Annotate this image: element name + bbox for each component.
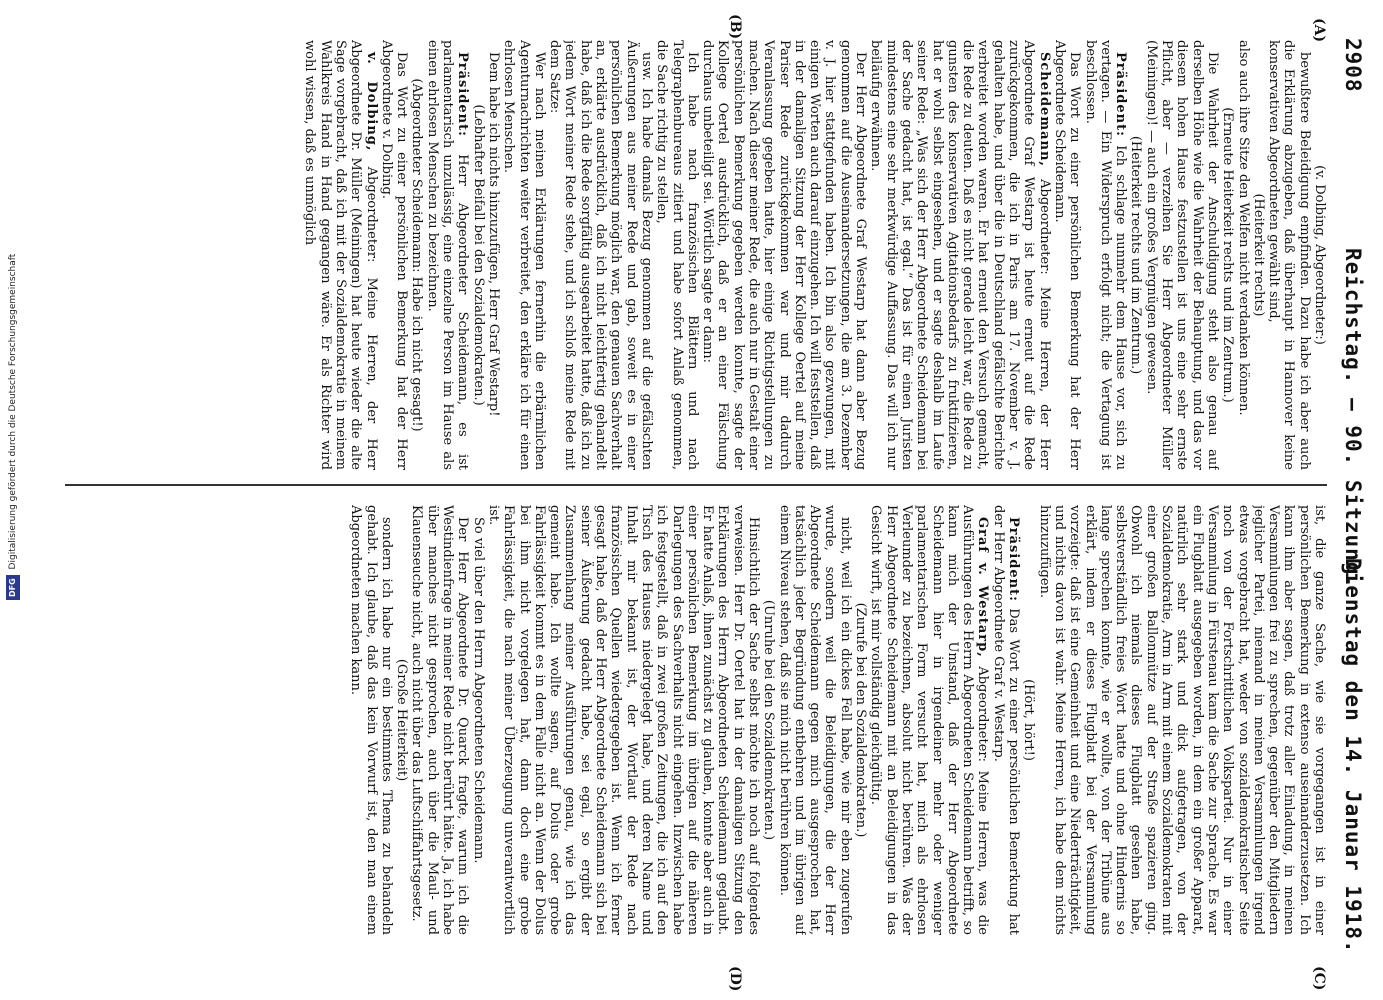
right-interjection: (Große Heiterkeit) — [394, 658, 410, 782]
left-paragraph: bewußtere Beleidigung empfinden. Dazu habe ich aber auch die Erklärung abzugeben, daß überhaupt in Hannover keine konservativen Abgeordneten gewählt sind, — [1266, 40, 1312, 470]
margin-marker-d: (D) — [727, 966, 743, 992]
page-number: 2908 — [1341, 38, 1365, 93]
right-interjection: (Unruhe bei den Sozialdemokraten.) — [761, 599, 777, 841]
margin-marker-a: (A) — [1311, 18, 1327, 43]
left-interjection: (Heiterkeit rechts und im Zentrum.) — [1128, 135, 1144, 375]
text-column-right — [57, 505, 1327, 935]
dfg-logo: DFG — [6, 575, 20, 600]
right-paragraph: sondern ich habe nur ein bestimmtes Thema zu behandeln gehabt. Ich glaube, daß das kein Vorwurf ist, den man einem Abgeordneten machen kann. — [348, 505, 394, 935]
right-paragraph: nicht, weil ich ein dickes Fell habe, wie mir eben zugerufen wurde, sondern weil die Beleidigungen, die der Herr Abgeordnete Scheidemann gegen mich ausgesprochen hat, tatsächlich jeder Begründung entbehren und im übrigen auf einem Niveau stehen, daß sie mich nicht berühren können. — [776, 505, 853, 935]
right-speech — [990, 505, 1021, 935]
left-paragraph: Ich habe nach französischen Blättern und nach Telegraphenbureaus zitiert und habe sofort Anlaß genommen, die Sache richtig zu stellen, — [654, 40, 700, 470]
right-paragraph: Der Herr Abgeordnete Dr. Quarck fragte, warum ich die Westindienfrage in meiner Rede nicht berührt hätte. Ja, ich habe über manches nicht gesprochen, auch über die Maul- und Klauenseuche nicht, auch nicht über das Luftschiffahrtsgesetz. — [409, 505, 471, 935]
left-interjection: (Heiterkeit rechts) — [1250, 193, 1266, 317]
left-speech — [868, 40, 1052, 470]
speech-text: Abgeordneter: Meine Herren, was die Ausführungen des Herrn Abgeordneten Scheidemann betrifft, so kann mich der Umstand, daß der Herr Abgeordnete Scheidemann hier in irgendeiner mehr oder weniger parlamentarischen Form versucht hat, mich als ehrlosen Verleumder zu bezeichnen, absolut nicht berühren. Was der Herr Abgeordnete Scheidemann mit an Beleidigungen in das Gesicht wirft, ist mir vollständig gleichgültig. — [868, 505, 991, 935]
left-speech — [1082, 40, 1128, 470]
left-paragraph: Dem habe ich nichts hinzuzufügen, Herr Graf Westarp! — [485, 52, 501, 417]
speech-text: Abgeordneter: Meine Herren, der Herr Abgeordnete Dr. Müller (Meiningen) hat heute wieder die alte Sage vorgebracht, daß ich mit der Sozialdemokratie in meinem Wahlkreis Hand in Hand gegangen wäre. Er als Richter wird wohl wissen, daß es unmöglich — [302, 40, 379, 470]
left-paragraph: Die Wahrheit der Anschuldigung steht also genau auf derselben Höhe wie die Wahrheit der Behauptung, und das vor diesem hohen Hause festzustellen ist uns eine sehr ernste Pflicht, aber — verzeihen Sie Herr Abgeordneter Müller (Meiningen)! — auch ein großes Vergnügen gewesen. — [1143, 40, 1220, 470]
left-paragraph: Das Wort zu einer persönlichen Bemerkung hat der Herr Abgeordnete v. Dolbing. — [378, 40, 410, 470]
speaker-name: Präsident: — [1006, 517, 1022, 602]
left-speech — [302, 40, 378, 470]
speech-text: Abgeordneter: Meine Herren, der Herr Abgeordnete Graf Westarp ist heute erneut auf die Rede zurückgekommen, die ich in Paris am 17. November v. J. gehalten habe, und über die in Deutschland gefälschte Berichte verbreitet worden waren. Er hat erneut den Versuch gemacht, die Rede zu deuten. Daß es nicht gerade leicht war, die Rede zu gunsten des konservativen Agitationsbedarfs zu fruktifizieren, hat er wohl selbst eingesehen, und er sagte deshalb im Laufe seiner Rede: „Was sich der Herr Abgeordnete Scheidemann bei der Sache gedacht hat, ist egal.“ Das ist für einen Juristen mindestens eine sehr merkwürdige Auffassung. Das will ich nur beiläufig erwähnen. — [868, 40, 1052, 470]
left-speech — [424, 40, 470, 470]
left-paragraph: Das Wort zu einer persönlichen Bemerkung hat der Herr Abgeordnete Scheidemann. — [1051, 40, 1083, 470]
right-interjection: (Zurufe bei den Sozialdemokraten.) — [853, 602, 869, 838]
speaker-name: Graf v. Westarp, — [975, 517, 991, 658]
left-paragraph: Wer nach meinen Erklärungen fernerhin die erbärmlichen Agenturnachrichten weiter verbreitet, den erkläre ich für einen ehrlosen Menschen. — [501, 40, 547, 470]
left-paragraph: Der Herr Abgeordnete Graf Westarp hat dann aber Bezug genommen auf die Auseinandersetzungen, die am 3. Dezember v. J. hier stattgefunden haben. Ich bin also gezwungen, mit einigen Worten auch darauf einzugehen. Ich will feststellen, daß in der damaligen Sitzung der Herr Kollege Oertel auf meine Pariser Rede zurückgekommen war und mir dadurch Veranlassung gegeben hatte, hier einige Richtigstellungen zu machen. Nach dieser meiner Rede, die auch nur in Gestalt einer persönlichen Bemerkung gegeben werden konnte, sagte der Kollege Oertel ausdrücklich, daß er an einer Fälschung durchaus unbeteiligt sei. Wörtlich sagte er dann: — [700, 40, 869, 470]
speech-text: Ich schlage nunmehr dem Hause vor, sich zu vertagen. — Ein Widerspruch erfolgt nicht; die Vertagung ist beschlossen. — [1082, 40, 1129, 470]
left-interjection: (Abgeordneter Scheidemann: Habe ich nicht gesagt!) — [409, 78, 425, 432]
column-divider — [65, 484, 1327, 486]
speech-text: Herr Abgeordneter Scheidemann, es ist parlamentarisch unzulässig, eine einzelne Person im Hause als einen ehrlosen Menschen zu bezeichnen. — [424, 40, 471, 470]
page-header — [1339, 38, 1369, 968]
left-paragraph: also auch ihre Sitze den Welfen nicht verdanken können. — [1235, 40, 1251, 416]
left-paragraph: usw. Ich habe damals Bezug genommen auf die gefälschten Äußerungen aus meiner Rede und gab, soweit es in einer persönlichen Bemerkung möglich war, den genauen Sachverhalt an, erklärte ausdrücklich, daß ich nicht leichtfertig gehandelt habe, daß ich die Rede sorgfältig ausgearbeitet hatte, daß ich zu jedem Wort meiner Rede stehe, und ich schloß meine Rede mit dem Satze: — [547, 40, 654, 470]
left-interjection: (Erneute Heiterkeit rechts und im Zentrum.) — [1220, 107, 1236, 403]
page-title: Reichstag. — 90. Sitzung. — [1341, 248, 1365, 590]
left-interjection: (Lebhafter Beifall bei den Sozialdemokraten.) — [470, 104, 486, 406]
right-paragraph: Hinsichtlich der Sache selbst möchte ich noch auf folgendes verweisen. Herr Dr. Oertel hat in der damaligen Sitzung den Erklärungen des Herrn Abgeordneten Scheidemann geglaubt. Er hatte Anlaß, ihnen zunächst zu glauben, konnte aber auch in einer persönlichen Bemerkung im übrigen auf die näheren Darlegungen des Sachverhalts nicht eingehen. Inzwischen habe ich festgestellt, daß in zwei großen Zeitungen, die ich auf den Tisch des Hauses niedergelegt habe, und deren Name und Inhalt mir bekannt ist, der Wortlaut der Rede nach französischen Quellen wiedergegeben ist. Wenn ich ferner gesagt habe, daß der Herr Abgeordnete Scheidemann sich bei seiner Äußerung gedacht habe, sei egal, so ergibt der Zusammenhang meiner Ausführungen genau, wie ich das gemeint habe. Ich wollte sagen, auf Dolus oder grobe Fahrlässigkeit kommt es in dem Falle nicht an. Wenn der Dolus bei ihm nicht vorgelegen hat, dann doch eine grobe Fahrlässigkeit, die nach meiner Überzeugung unverantwortlich ist. — [485, 505, 762, 935]
speaker-name: v. Dolbing, — [363, 52, 379, 152]
speech-text: Das Wort zu einer persönlichen Bemerkung hat der Herr Abgeordnete Graf v. Westarp. — [990, 505, 1022, 935]
right-paragraph: So viel über den Herrn Abgeordneten Scheidemann. — [470, 517, 486, 864]
left-interjection: (v. Dolbing, Abgeordneter:) — [1312, 165, 1327, 345]
digitization-caption: Digitalisierung gefördert durch die Deutsche Forschungsgemeinschaft — [8, 253, 18, 570]
margin-marker-c: (C) — [1311, 966, 1327, 991]
session-date: Dienstag den 14. Januar 1918. — [1341, 558, 1365, 954]
right-interjection: (Hört, hört!) — [1021, 679, 1037, 761]
speaker-name: Präsident: — [1113, 52, 1129, 137]
speaker-name: Scheidemann, — [1036, 52, 1052, 167]
margin-marker-b: (B) — [727, 14, 743, 40]
right-speech — [868, 505, 990, 935]
speaker-name: Präsident: — [455, 52, 471, 137]
text-column-left — [57, 40, 1327, 470]
right-paragraph: ist, die ganze Sache, wie sie vorgegangen ist in einer persönlichen Bemerkung in extenso auseinanderzusetzen. Ich kann ihm aber sagen, daß trotz aller Einladung, in meinen Versammlungen frei zu sprechen, gegenüber den Mitgliedern jeglicher Partei, niemand in meinen Versammlungen irgend etwas vorgebracht hat, weder von sozialdemokratischer Seite noch von der Fortschrittlichen Volkspartei. Nur in einer Versammlung in Fürstenau kam die Sache zur Sprache. Es war ein Flugblatt ausgegeben worden, in dem ein großer Apparat, natürlich sehr stark und dick aufgetragen, von der Sozialdemokratie, Arm in Arm mit einem Sozialdemokraten mit einer großen Ballonmütze auf der Straße spazieren ging. Obwohl ich niemals dieses Flugblatt gesehen habe, selbstverständlich freies Wort hatte und ohne Hindernis so lange sprechen konnte, wie er wollte, von der Tribüne aus erklärt, indem er dieses Flugblatt bei der Versammlung vorzeigte: daß ist eine Gemeinheit und eine Niederträchtigkeit, und nichts davon ist wahr. Meine Herren, ich habe dem nichts hinzuzufügen. — [1036, 505, 1327, 935]
